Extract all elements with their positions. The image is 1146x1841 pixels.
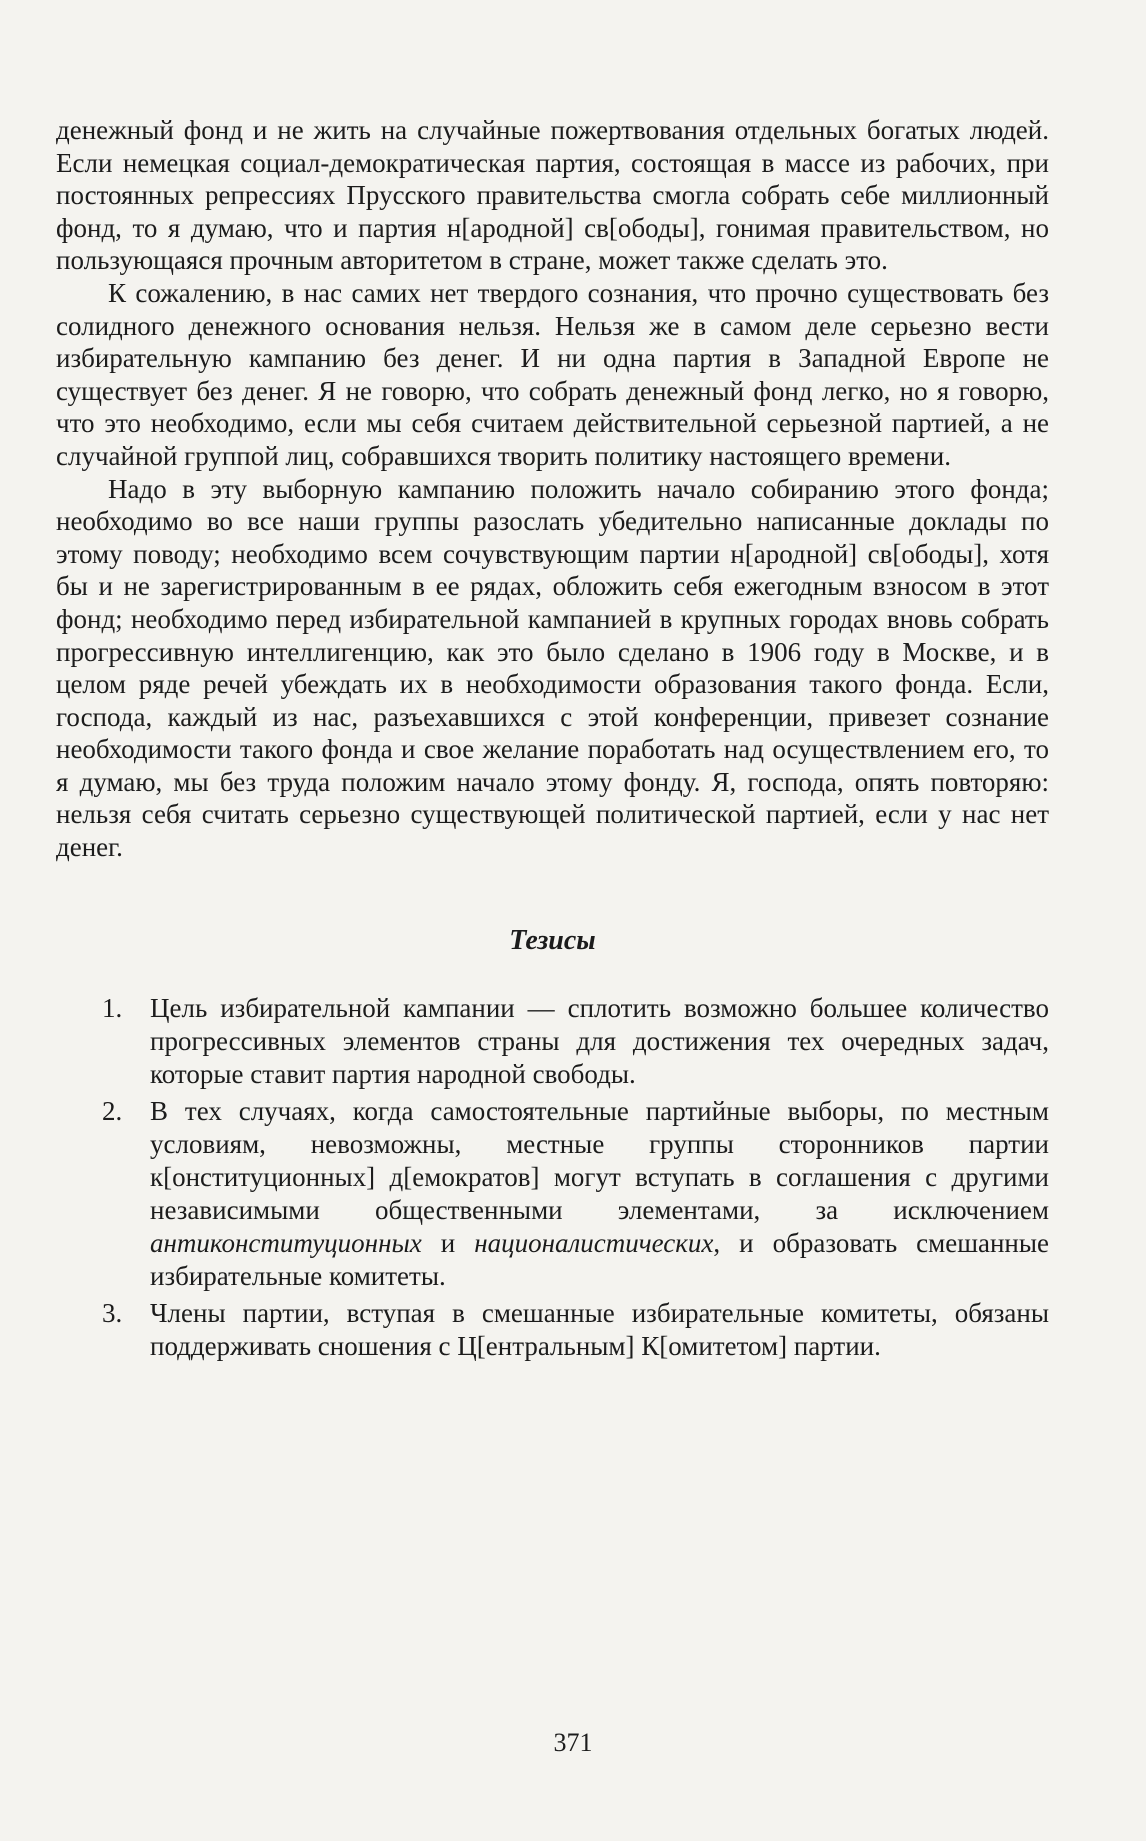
thesis-text-part: , и образовать смешанные избирательные комитеты. [150,1227,1049,1291]
thesis-emphasis: националистических [474,1227,714,1258]
thesis-text: Цель избирательной кампании — сплотить возможно большее количество прогрессивных элементов страны для достижения тех очередных задач, которые ставит партия народной свободы. [150,992,1049,1089]
paragraph-2: К сожалению, в нас самих нет твердого сознания, что прочно существовать без солидного денежного основания нельзя. Нельзя же в самом деле серьезно вести избирательную кампанию без денег. И ни одна партия в Западной Европе не существует без денег. Я не говорю, что собрать денежный фонд легко, но я говорю, что это необходимо, если мы себя считаем действительной серьезной партией, а не случайной группой лиц, собравшихся творить политику настоящего времени. [56,277,1049,471]
thesis-number: 3. [102,1297,123,1328]
thesis-text [150,1095,1049,1293]
page-body [56,114,1049,1367]
theses-list [56,992,1049,1363]
thesis-text-part: и [421,1227,475,1258]
theses-heading: Тезисы [509,924,596,956]
thesis-text: Члены партии, вступая в смешанные избирательные комитеты, обязаны поддерживать сношения с Ц[ентральным] К[омитетом] партии. [150,1297,1049,1361]
thesis-number: 1. [102,992,123,1023]
thesis-item [56,1095,1049,1293]
thesis-text-part: В тех случаях, когда самостоятельные партийные выборы, по местным условиям, невозможны, местные группы сторонников партии к[онституционных] д[емократов] могут вступать в соглашения с другими независимыми общественными элементами, за исключением [150,1095,1049,1225]
thesis-item [56,992,1049,1091]
thesis-emphasis: антиконституционных [150,1227,422,1258]
thesis-item [56,1297,1049,1363]
paragraph-1: денежный фонд и не жить на случайные пожертвования отдельных богатых людей. Если немецкая социал-демократическая партия, состоящая в массе из рабочих, при постоянных репрессиях Прусского правительства смогла собрать себе миллионный фонд, то я думаю, что и партия н[ародной] св[ободы], гонимая правительством, но пользующаяся прочным авторитетом в стране, может также сделать это. [56,115,1049,276]
thesis-number: 2. [102,1095,123,1126]
page-number: 371 [553,1728,593,1757]
paragraph-3: Надо в эту выборную кампанию положить начало собиранию этого фонда; необходимо во все наши группы разослать убедительно написанные доклады по этому поводу; необходимо всем сочувствующим партии н[ародной] св[ободы], хотя бы и не зарегистрированным в ее рядах, обложить себя ежегодным взносом в этот фонд; необходимо перед избирательной кампанией в крупных городах вновь собрать прогрессивную интеллигенцию, как это было сделано в 1906 году в Москве, и в целом ряде речей убеждать их в необходимости образования такого фонда. Если, господа, каждый из нас, разъехавшихся с этой конференции, привезет сознание необходимости такого фонда и свое желание поработать над осуществлением его, то я думаю, мы без труда положим начало этому фонду. Я, господа, опять повторяю: нельзя себя считать серьезно существующей политической партией, если у нас нет денег. [56,473,1049,863]
